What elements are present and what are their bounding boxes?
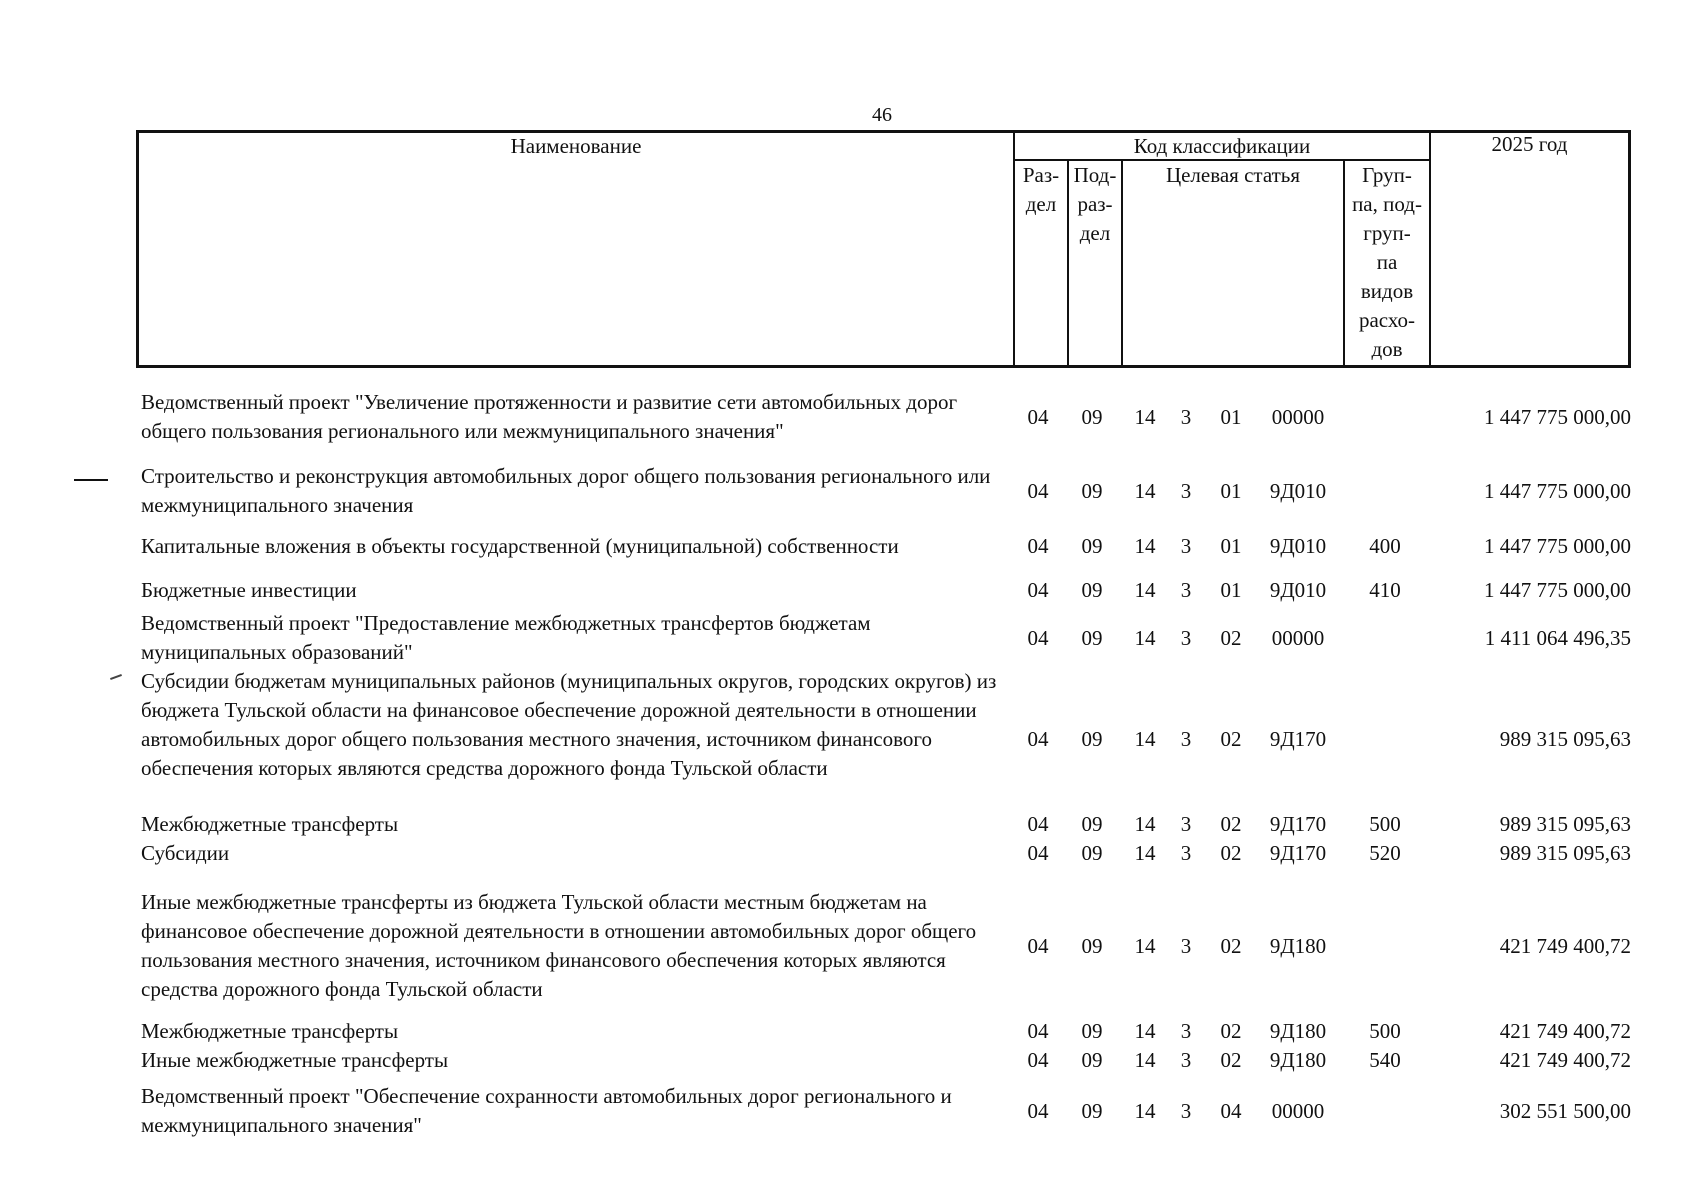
row-code-group: 520: [1369, 841, 1401, 865]
row-code-t2: 3: [1180, 933, 1192, 958]
table-row: [0, 1017, 1696, 1046]
row-code-razdel: 04: [1027, 404, 1049, 429]
row-code-t4: 9Д170: [1269, 812, 1327, 836]
row-code-t3: 02: [1220, 812, 1242, 836]
row-code-podrazdel: 09: [1081, 478, 1103, 503]
row-code-t4: 9Д010: [1269, 534, 1327, 558]
row-code-t4: 9Д170: [1269, 841, 1327, 865]
row-amount: 989 315 095,63: [1499, 727, 1631, 751]
row-code-t1: 14: [1134, 727, 1156, 751]
row-code-t2: 3: [1180, 404, 1192, 429]
row-code-podrazdel: 09: [1081, 404, 1103, 429]
table-row: [0, 888, 1696, 1004]
row-name: Ведомственный проект "Обеспечение сохранности автомобильных дорог регионального и межмуниципального значения": [141, 1084, 952, 1137]
row-code-t3: 01: [1220, 404, 1242, 429]
row-code-t4: 9Д180: [1269, 1019, 1327, 1043]
row-code-group: 540: [1369, 1048, 1401, 1072]
table-row: [0, 810, 1696, 839]
header-podrazdel: Под- раз- дел: [1073, 163, 1117, 245]
row-code-t4: 9Д180: [1269, 933, 1327, 958]
row-code-t4: 9Д180: [1269, 1048, 1327, 1072]
row-code-t3: 01: [1220, 534, 1242, 558]
row-code-t2: 3: [1180, 578, 1192, 602]
row-code-podrazdel: 09: [1081, 578, 1103, 602]
row-code-t1: 14: [1134, 478, 1156, 503]
row-code-t1: 14: [1134, 625, 1156, 650]
header-year: 2025 год: [1491, 132, 1568, 156]
row-code-t1: 14: [1134, 578, 1156, 602]
row-code-razdel: 04: [1027, 478, 1049, 503]
row-code-t3: 02: [1220, 727, 1242, 751]
row-amount: 989 315 095,63: [1499, 812, 1631, 836]
row-code-t3: 01: [1220, 578, 1242, 602]
row-code-t3: 02: [1220, 1019, 1242, 1043]
row-code-t2: 3: [1180, 1048, 1192, 1072]
row-code-razdel: 04: [1027, 1019, 1049, 1043]
row-amount: 1 411 064 496,35: [1484, 625, 1631, 650]
row-code-t2: 3: [1180, 1019, 1192, 1043]
row-code-t2: 3: [1180, 841, 1192, 865]
row-code-podrazdel: 09: [1081, 1048, 1103, 1072]
page-number: 46: [872, 104, 892, 126]
row-code-podrazdel: 09: [1081, 1098, 1103, 1123]
row-name: Ведомственный проект "Предоставление межбюджетных трансфертов бюджетам муниципальных образований": [141, 611, 871, 664]
row-name: Иные межбюджетные трансферты: [141, 1048, 449, 1072]
row-code-razdel: 04: [1027, 841, 1049, 865]
header-razdel: Раз- дел: [1022, 163, 1060, 216]
row-code-t4: 00000: [1271, 625, 1325, 650]
row-code-razdel: 04: [1027, 727, 1049, 751]
row-code-t1: 14: [1134, 812, 1156, 836]
row-code-t2: 3: [1180, 1098, 1192, 1123]
row-code-podrazdel: 09: [1081, 933, 1103, 958]
row-code-razdel: 04: [1027, 625, 1049, 650]
row-code-t1: 14: [1134, 1019, 1156, 1043]
row-code-razdel: 04: [1027, 933, 1049, 958]
row-amount: 421 749 400,72: [1499, 1048, 1631, 1072]
row-code-podrazdel: 09: [1081, 841, 1103, 865]
row-code-podrazdel: 09: [1081, 534, 1103, 558]
row-code-group: 500: [1369, 812, 1401, 836]
row-code-t1: 14: [1134, 933, 1156, 958]
table-row: [0, 839, 1696, 868]
row-code-t4: 00000: [1271, 1098, 1325, 1123]
row-code-t2: 3: [1180, 625, 1192, 650]
table-row: [0, 609, 1696, 667]
row-code-t2: 3: [1180, 478, 1192, 503]
row-code-podrazdel: 09: [1081, 727, 1103, 751]
row-code-razdel: 04: [1027, 534, 1049, 558]
table-row: [0, 576, 1696, 605]
row-code-t3: 02: [1220, 625, 1242, 650]
table-row: [0, 532, 1696, 561]
row-code-podrazdel: 09: [1081, 812, 1103, 836]
row-code-group: 500: [1369, 1019, 1401, 1043]
row-code-t2: 3: [1180, 534, 1192, 558]
row-code-t4: 00000: [1271, 404, 1325, 429]
row-code-t3: 02: [1220, 841, 1242, 865]
table-row: [0, 1082, 1696, 1140]
row-code-t3: 04: [1220, 1098, 1242, 1123]
row-name: Бюджетные инвестиции: [141, 578, 357, 602]
row-amount: 1 447 775 000,00: [1484, 534, 1631, 558]
row-code-razdel: 04: [1027, 1048, 1049, 1072]
row-code-group: 410: [1369, 578, 1401, 602]
row-code-t3: 01: [1220, 478, 1242, 503]
row-code-t2: 3: [1180, 812, 1192, 836]
row-name: Субсидии: [141, 841, 230, 865]
row-code-razdel: 04: [1027, 578, 1049, 602]
row-code-podrazdel: 09: [1081, 625, 1103, 650]
table-row: [0, 667, 1696, 812]
row-amount: 302 551 500,00: [1499, 1098, 1631, 1123]
row-code-t1: 14: [1134, 404, 1156, 429]
row-amount: 421 749 400,72: [1499, 1019, 1631, 1043]
header-group: Груп- па, под- груп- па видов расхо- дов: [1352, 163, 1422, 361]
row-code-podrazdel: 09: [1081, 1019, 1103, 1043]
row-amount: 421 749 400,72: [1499, 933, 1631, 958]
row-code-t1: 14: [1134, 1048, 1156, 1072]
table-row: [0, 462, 1696, 520]
row-code-razdel: 04: [1027, 812, 1049, 836]
row-code-t1: 14: [1134, 1098, 1156, 1123]
table-header: [136, 130, 1631, 368]
row-code-t3: 02: [1220, 933, 1242, 958]
row-code-t1: 14: [1134, 534, 1156, 558]
row-amount: 1 447 775 000,00: [1484, 578, 1631, 602]
table-row: [0, 388, 1696, 446]
table-row: [0, 1046, 1696, 1075]
header-name: Наименование: [510, 134, 642, 158]
row-amount: 1 447 775 000,00: [1484, 404, 1631, 429]
row-code-t1: 14: [1134, 841, 1156, 865]
row-code-razdel: 04: [1027, 1098, 1049, 1123]
row-amount: 989 315 095,63: [1499, 841, 1631, 865]
row-amount: 1 447 775 000,00: [1484, 478, 1631, 503]
row-code-group: 400: [1369, 534, 1401, 558]
row-code-t4: 9Д170: [1269, 727, 1327, 751]
header-code-group: Код классификации: [1133, 134, 1311, 158]
row-name: Субсидии бюджетам муниципальных районов (муниципальных округов, городских округов) из бюджета Тульской области на финансовое обеспечение дорожной деятельности в отношении автомобильных дорог общего пользования местного значения, источником финансового обеспечения которых являются средства дорожного фонда Тульской области: [141, 669, 997, 780]
row-name: Ведомственный проект "Увеличение протяженности и развитие сети автомобильных дорог общего пользования регионального или межмуниципального значения": [141, 390, 958, 443]
row-code-t3: 02: [1220, 1048, 1242, 1072]
row-name: Межбюджетные трансферты: [141, 1019, 399, 1043]
row-name: Иные межбюджетные трансферты из бюджета Тульской области местным бюджетам на финансовое обеспечение дорожной деятельности в отношении автомобильных дорог общего пользования местного значения, источником финансового обеспечения которых являются средства дорожного фонда Тульской области: [141, 890, 977, 1001]
row-code-t2: 3: [1180, 727, 1192, 751]
header-target: Целевая статья: [1165, 163, 1301, 187]
row-name: Межбюджетные трансферты: [141, 812, 399, 836]
row-code-t4: 9Д010: [1269, 478, 1327, 503]
row-code-t4: 9Д010: [1269, 578, 1327, 602]
row-name: Строительство и реконструкция автомобильных дорог общего пользования регионального или межмуниципального значения: [141, 464, 991, 517]
row-name: Капитальные вложения в объекты государственной (муниципальной) собственности: [141, 534, 899, 558]
